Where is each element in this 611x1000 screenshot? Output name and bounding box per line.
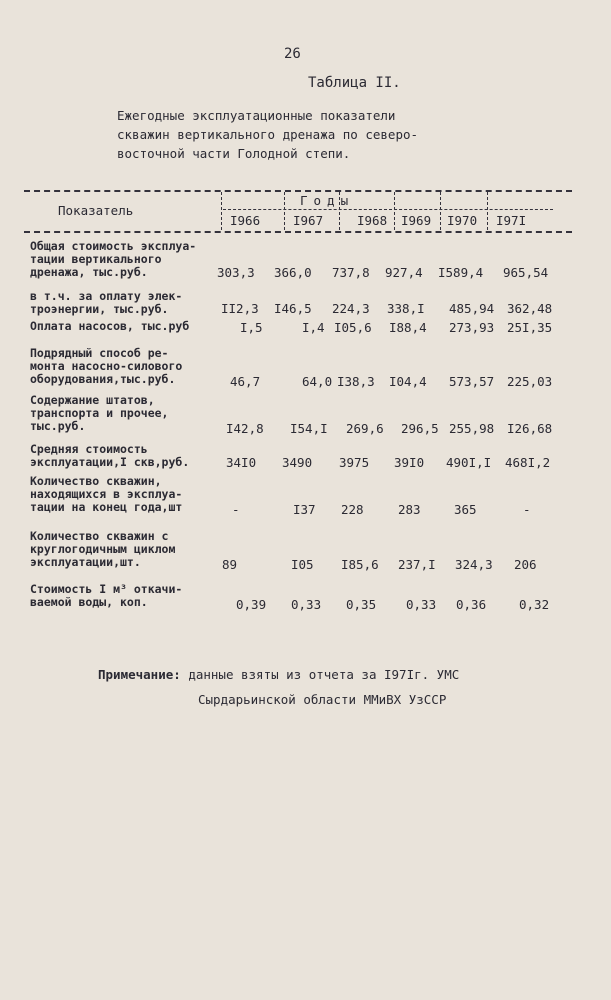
row-label-line: Количество скважин с <box>30 529 169 543</box>
row-label-line: тыс.руб. <box>30 419 86 433</box>
table-cell: 324,3 <box>455 557 493 572</box>
table-cell: 3975 <box>339 455 370 470</box>
table-cell: I54,I <box>290 421 328 436</box>
table-cell: I42,8 <box>226 421 264 436</box>
row-label <box>30 290 230 316</box>
row-label-line: эксплуатации,I скв,руб. <box>30 455 190 469</box>
table-cell: I05,6 <box>334 320 372 335</box>
table-cell: 46,7 <box>230 374 261 389</box>
header-year: I966 <box>230 213 261 228</box>
footnote-head: Примечание: <box>98 667 181 682</box>
table-cell: 737,8 <box>332 265 370 280</box>
row-label-line: эксплуатации,шт. <box>30 555 141 569</box>
column-separator <box>394 192 395 230</box>
table-cell: 490I,I <box>446 455 492 470</box>
table-cell: 255,98 <box>449 421 495 436</box>
row-label-line: Оплата насосов, тыс.руб <box>30 319 190 333</box>
footnote <box>98 662 459 712</box>
table-cell: 0,33 <box>291 597 322 612</box>
table-cell: 0,32 <box>519 597 550 612</box>
header-years-title: Годы <box>300 193 355 208</box>
column-separator <box>221 192 222 230</box>
table-cell: I04,4 <box>389 374 427 389</box>
row-label-line: тации на конец года,шт <box>30 500 183 514</box>
table-cell: I85,6 <box>341 557 379 572</box>
header-year: I969 <box>401 213 432 228</box>
table-cell: 0,39 <box>236 597 267 612</box>
row-label <box>30 443 230 469</box>
footnote-text: данные взяты из отчета за I97Iг. УМС <box>180 667 460 682</box>
table-cell: - <box>523 502 531 517</box>
table-cell: 468I,2 <box>505 455 551 470</box>
table-cell: 39I0 <box>394 455 425 470</box>
table-top-rule <box>24 190 572 192</box>
row-label-line: в т.ч. за оплату элек- <box>30 289 183 303</box>
row-label-line: круглогодичным циклом <box>30 542 176 556</box>
table-cell: 225,03 <box>507 374 553 389</box>
footnote-text: Сырдарьинской области ММиВХ УзССР <box>198 692 447 707</box>
table-cell: 25I,35 <box>507 320 553 335</box>
header-indicator: Показатель <box>58 203 134 218</box>
row-label-line: ваемой воды, коп. <box>30 595 148 609</box>
table-cell: 365 <box>454 502 477 517</box>
row-label-line: Средняя стоимость <box>30 442 148 456</box>
row-label-line: Стоимость I м³ откачи- <box>30 582 183 596</box>
row-label-line: транспорта и прочее, <box>30 406 169 420</box>
table-cell: 206 <box>514 557 537 572</box>
table-label: Таблица II. <box>308 75 401 91</box>
table-cell: 338,I <box>387 301 425 316</box>
row-label <box>30 347 230 386</box>
row-label-line: тации вертикального <box>30 252 162 266</box>
row-label-line: Общая стоимость эксплуа- <box>30 239 197 253</box>
header-year: I970 <box>447 213 478 228</box>
table-cell: I589,4 <box>438 265 484 280</box>
row-label-line: находящихся в эксплуа- <box>30 487 183 501</box>
table-cell: 485,94 <box>449 301 495 316</box>
row-label-line: Подрядный способ ре- <box>30 346 169 360</box>
table-cell: I88,4 <box>389 320 427 335</box>
caption-line: скважин вертикального дренажа по северо- <box>117 127 419 142</box>
table-cell: 64,0 <box>302 374 333 389</box>
row-label-line: Количество скважин, <box>30 474 162 488</box>
row-label <box>30 530 230 569</box>
table-cell: 34I0 <box>226 455 257 470</box>
table-cell: I38,3 <box>337 374 375 389</box>
table-cell: 927,4 <box>385 265 423 280</box>
table-cell: 3490 <box>282 455 313 470</box>
table-cell: - <box>232 502 240 517</box>
table-cell: I,4 <box>302 320 325 335</box>
row-label-line: троэнергии, тыс.руб. <box>30 302 169 316</box>
table-cell: 237,I <box>398 557 436 572</box>
row-label-line: оборудования,тыс.руб. <box>30 372 176 386</box>
page-number: 26 <box>284 46 301 62</box>
table-cell: 224,3 <box>332 301 370 316</box>
row-label <box>30 475 230 514</box>
row-label-line: монта насосно-силового <box>30 359 183 373</box>
caption-line: восточной части Голодной степи. <box>117 146 351 161</box>
table-cell: 273,93 <box>449 320 495 335</box>
table-cell: 0,36 <box>456 597 487 612</box>
row-label <box>30 320 230 333</box>
table-cell: 269,6 <box>346 421 384 436</box>
table-cell: I,5 <box>240 320 263 335</box>
table-cell: I05 <box>291 557 314 572</box>
table-cell: 573,57 <box>449 374 495 389</box>
header-year: I968 <box>357 213 388 228</box>
row-label <box>30 240 230 279</box>
table-caption <box>117 106 477 163</box>
table-cell: II2,3 <box>221 301 259 316</box>
row-label-line: дренажа, тыс.руб. <box>30 265 148 279</box>
table-cell: 228 <box>341 502 364 517</box>
years-subheader-rule <box>223 209 553 210</box>
table-cell: 296,5 <box>401 421 439 436</box>
header-year: I97I <box>496 213 527 228</box>
row-label-line: Содержание штатов, <box>30 393 155 407</box>
table-cell: I46,5 <box>274 301 312 316</box>
table-header-rule <box>24 231 572 233</box>
column-separator <box>284 192 285 230</box>
table-cell: 362,48 <box>507 301 553 316</box>
caption-line: Ежегодные эксплуатационные показатели <box>117 108 396 123</box>
table-cell: 89 <box>222 557 238 572</box>
table-cell: I26,68 <box>507 421 553 436</box>
table-cell: 366,0 <box>274 265 312 280</box>
table-cell: 283 <box>398 502 421 517</box>
table-cell: I37 <box>293 502 316 517</box>
table-cell: 303,3 <box>217 265 255 280</box>
table-cell: 965,54 <box>503 265 549 280</box>
row-label <box>30 583 230 609</box>
table-cell: 0,35 <box>346 597 377 612</box>
row-label <box>30 394 230 433</box>
table-cell: 0,33 <box>406 597 437 612</box>
column-separator <box>440 192 441 230</box>
column-separator <box>487 192 488 230</box>
header-year: I967 <box>293 213 324 228</box>
